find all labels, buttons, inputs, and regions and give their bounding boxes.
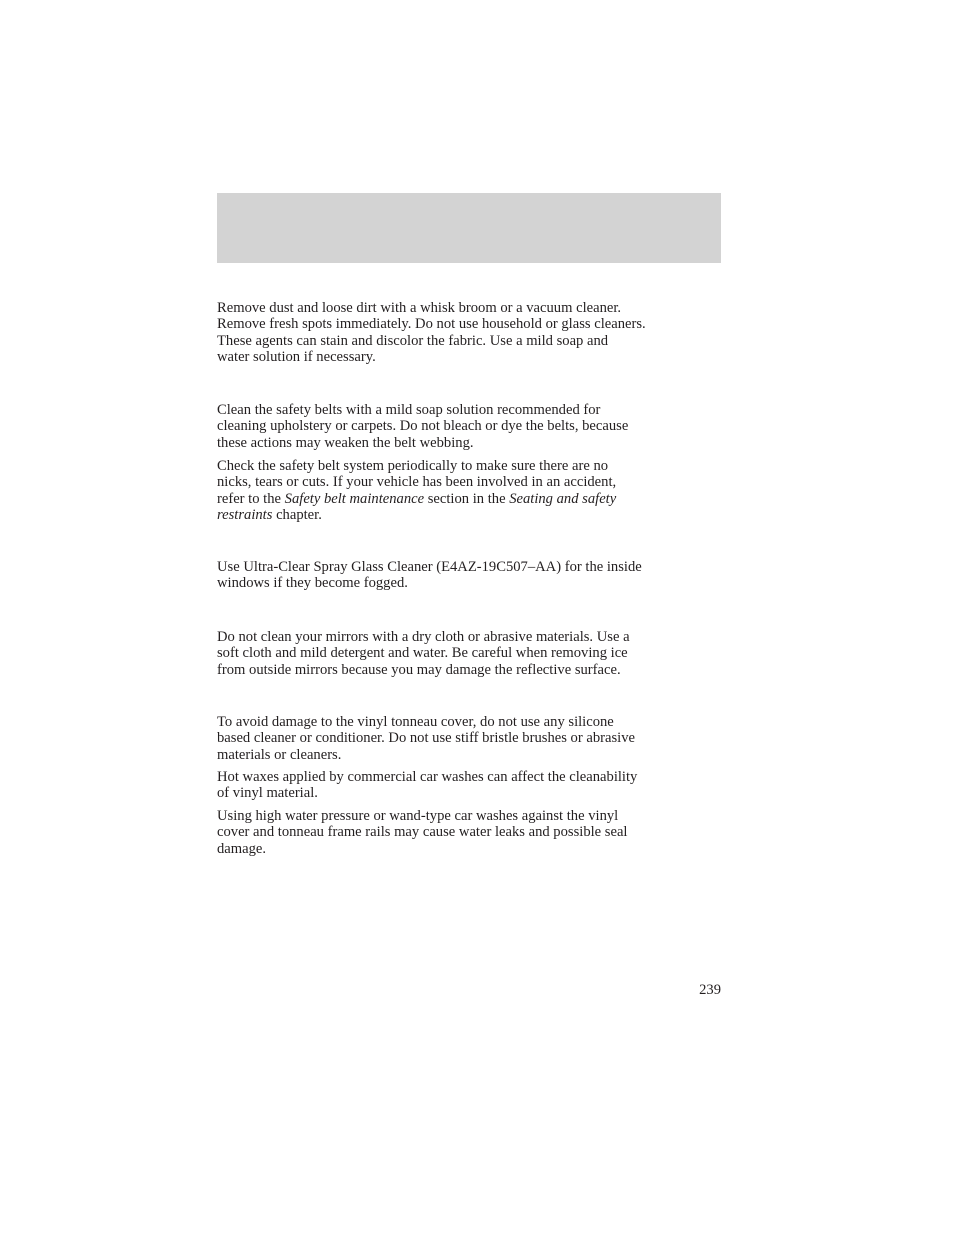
text-line: These agents can stain and discolor the fabric. Use a mild soap and (217, 332, 609, 349)
text-line: Hot waxes applied by commercial car washes can affect the cleanability (217, 769, 638, 785)
text-line: Check the safety belt system periodically to make sure there are no (217, 458, 609, 474)
paragraph-safety-belt-cleaning (217, 402, 727, 451)
text-line: damage. (217, 840, 267, 857)
text-line (217, 491, 727, 507)
paragraph-upholstery-cleaning (217, 300, 727, 366)
text-fragment: chapter. (272, 507, 322, 524)
paragraph-tonneau-cover (217, 714, 727, 763)
text-line: Remove fresh spots immediately. Do not use household or glass cleaners. (217, 316, 646, 333)
text-line: soft cloth and mild detergent and water. Be careful when removing ice (217, 645, 628, 662)
text-line: from outside mirrors because you may damage the reflective surface. (217, 661, 621, 678)
paragraph-mirror-cleaning (217, 629, 727, 678)
text-line: windows if they become fogged. (217, 575, 408, 592)
header-band (217, 193, 721, 263)
page-number: 239 (699, 982, 721, 998)
text-line: cleaning upholstery or carpets. Do not bleach or dye the belts, because (217, 418, 629, 435)
text-line: water solution if necessary. (217, 349, 376, 366)
text-line (217, 507, 727, 523)
text-line: Do not clean your mirrors with a dry cloth or abrasive materials. Use a (217, 629, 630, 645)
paragraph-safety-belt-check (217, 458, 727, 524)
text-line: To avoid damage to the vinyl tonneau cover, do not use any silicone (217, 714, 614, 730)
text-line: of vinyl material. (217, 785, 318, 802)
chapter-reference: Seating and safety (509, 490, 617, 507)
paragraph-high-pressure-wash (217, 808, 727, 857)
paragraph-window-cleaning (217, 559, 727, 592)
text-line: Using high water pressure or wand-type car washes against the vinyl (217, 808, 619, 824)
text-line: materials or cleaners. (217, 746, 342, 763)
text-fragment: section in the (424, 490, 510, 507)
text-line: Clean the safety belts with a mild soap solution recommended for (217, 402, 601, 418)
text-line: Remove dust and loose dirt with a whisk broom or a vacuum cleaner. (217, 300, 622, 316)
text-line: nicks, tears or cuts. If your vehicle has been involved in an accident, (217, 474, 617, 491)
text-fragment: refer to the (217, 490, 285, 507)
chapter-reference-cont: restraints (217, 507, 273, 524)
text-line: based cleaner or conditioner. Do not use stiff bristle brushes or abrasive (217, 730, 635, 747)
text-line: Use Ultra-Clear Spray Glass Cleaner (E4AZ-19C507–AA) for the inside (217, 559, 642, 575)
paragraph-hot-waxes (217, 769, 727, 802)
section-reference: Safety belt maintenance (284, 490, 425, 507)
text-line: these actions may weaken the belt webbing. (217, 434, 474, 451)
text-line: cover and tonneau frame rails may cause water leaks and possible seal (217, 824, 628, 841)
